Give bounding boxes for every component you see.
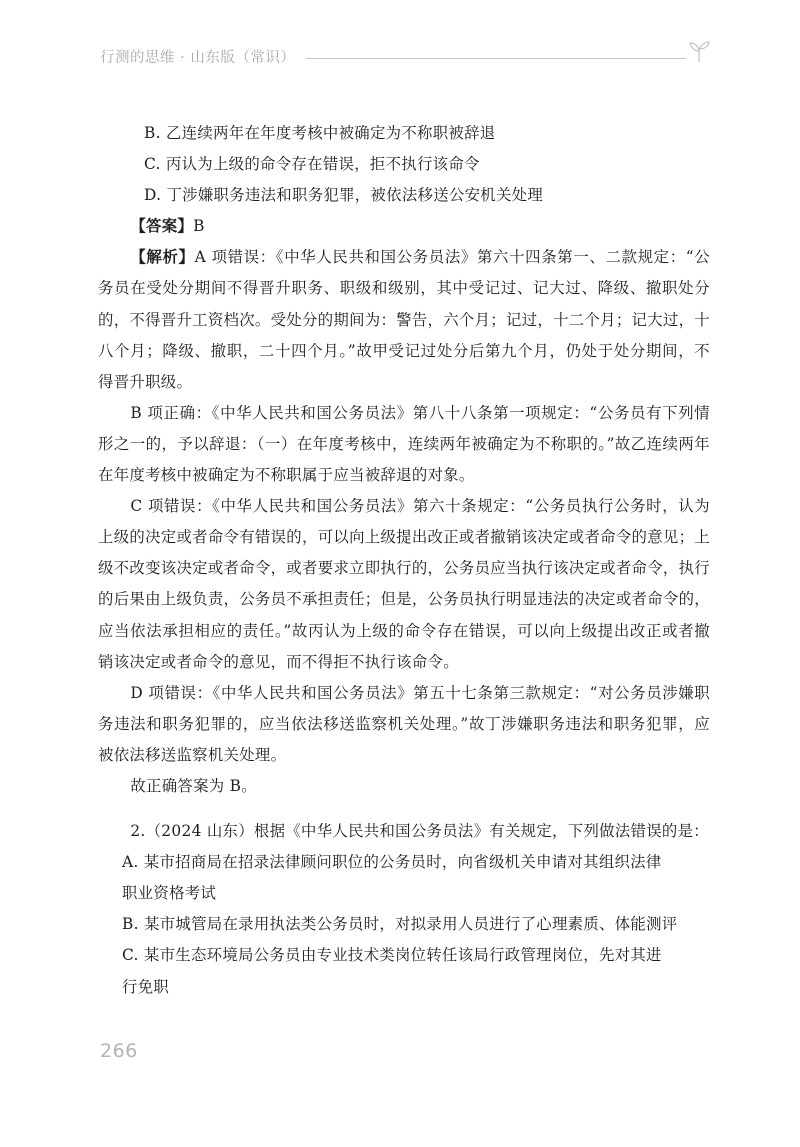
page-body — [98, 118, 710, 1003]
q2-option-c-line1: C. 某市生态环境局公务员由专业技术类岗位转任该局行政管理岗位，先对其进 — [122, 946, 662, 965]
analysis-label: 【解析】 — [130, 248, 195, 267]
q1-option-d: D. 丁涉嫌职务违法和职务犯罪，被依法移送公安机关处理 — [144, 186, 544, 205]
q2-option-b-line1: B. 某市城管局在录用执法类公务员时，对拟录用人员进行了心理素质、体能测评 — [122, 915, 678, 934]
question2-option-b — [98, 909, 710, 940]
analysis-paragraph-a — [98, 242, 710, 397]
running-header — [100, 44, 712, 72]
q2-option-a-line2: 职业资格考试 — [122, 884, 217, 903]
question2-option-c — [98, 940, 710, 1002]
question2-stem: 2.（2024 山东）根据《中华人民共和国公务员法》有关规定，下列做法错误的是： — [130, 822, 709, 841]
analysis-a-text: A 项错误：《中华人民共和国公务员法》第六十四条第一、二款规定：“公务员在受处分期间不得晋升职务、职级和级别，其中受记过、记大过、降级、撤职处分的，不得晋升工资档次。受处分的期间为：警告，六个月；记过，十二个月；记大过，十八个月；降级、撤职，二十四个月。”故甲受记过处分后第九个月，仍处于处分期间，不得晋升职级。 — [98, 248, 710, 391]
answer-line — [98, 211, 710, 242]
analysis-paragraph-b: B 项正确：《中华人民共和国公务员法》第八十八条第一项规定：“公务员有下列情形之一的，予以辞退：（一）在年度考核中，连续两年被确定为不称职的。”故乙连续两年在年度考核中被确定为不称职属于应当被辞退的对象。 — [98, 403, 710, 485]
q1-option-b: B. 乙连续两年在年度考核中被确定为不称职被辞退 — [144, 124, 496, 142]
q2-option-a-line1: A. 某市招商局在招录法律顾问职位的公务员时，向省级机关申请对其组织法律 — [122, 853, 662, 872]
analysis-paragraph-c: C 项错误：《中华人民共和国公务员法》第六十条规定：“公务员执行公务时，认为上级的决定或者命令有错误的，可以向上级提出改正或者撤销该决定或者命令的意见；上级不改变该决定或者命令，或者要求立即执行的，公务员应当执行该决定或者命令，执行的后果由上级负责，公务员不承担责任；但是，公务员执行明显违法的决定或者命令的，应当依法承担相应的责任。”故丙认为上级的命令存在错误，可以向上级提出改正或者撤销该决定或者命令的意见，而不得拒不执行该命令。 — [98, 497, 710, 671]
sprout-icon — [686, 38, 712, 64]
header-divider — [306, 58, 686, 59]
q2-option-c-line2: 行免职 — [122, 977, 170, 996]
answer-value: B — [193, 217, 205, 236]
analysis-conclusion: 故正确答案为 B。 — [130, 776, 257, 795]
section-gap — [98, 802, 710, 816]
analysis-paragraph-d: D 项错误：《中华人民共和国公务员法》第五十七条第三款规定：“对公务员涉嫌职务违法和职务犯罪的，应当依法移送监察机关处理。”故丁涉嫌职务违法和职务犯罪，应被依法移送监察机关处理。 — [98, 683, 710, 764]
q1-option-c: C. 丙认为上级的命令存在错误，拒不执行该命令 — [144, 155, 480, 174]
page-number: 266 — [100, 1040, 138, 1062]
answer-label: 【答案】 — [130, 217, 194, 236]
running-header-title: 行测的思维 · 山东版（常识） — [100, 50, 296, 66]
question2-option-a — [98, 847, 710, 909]
